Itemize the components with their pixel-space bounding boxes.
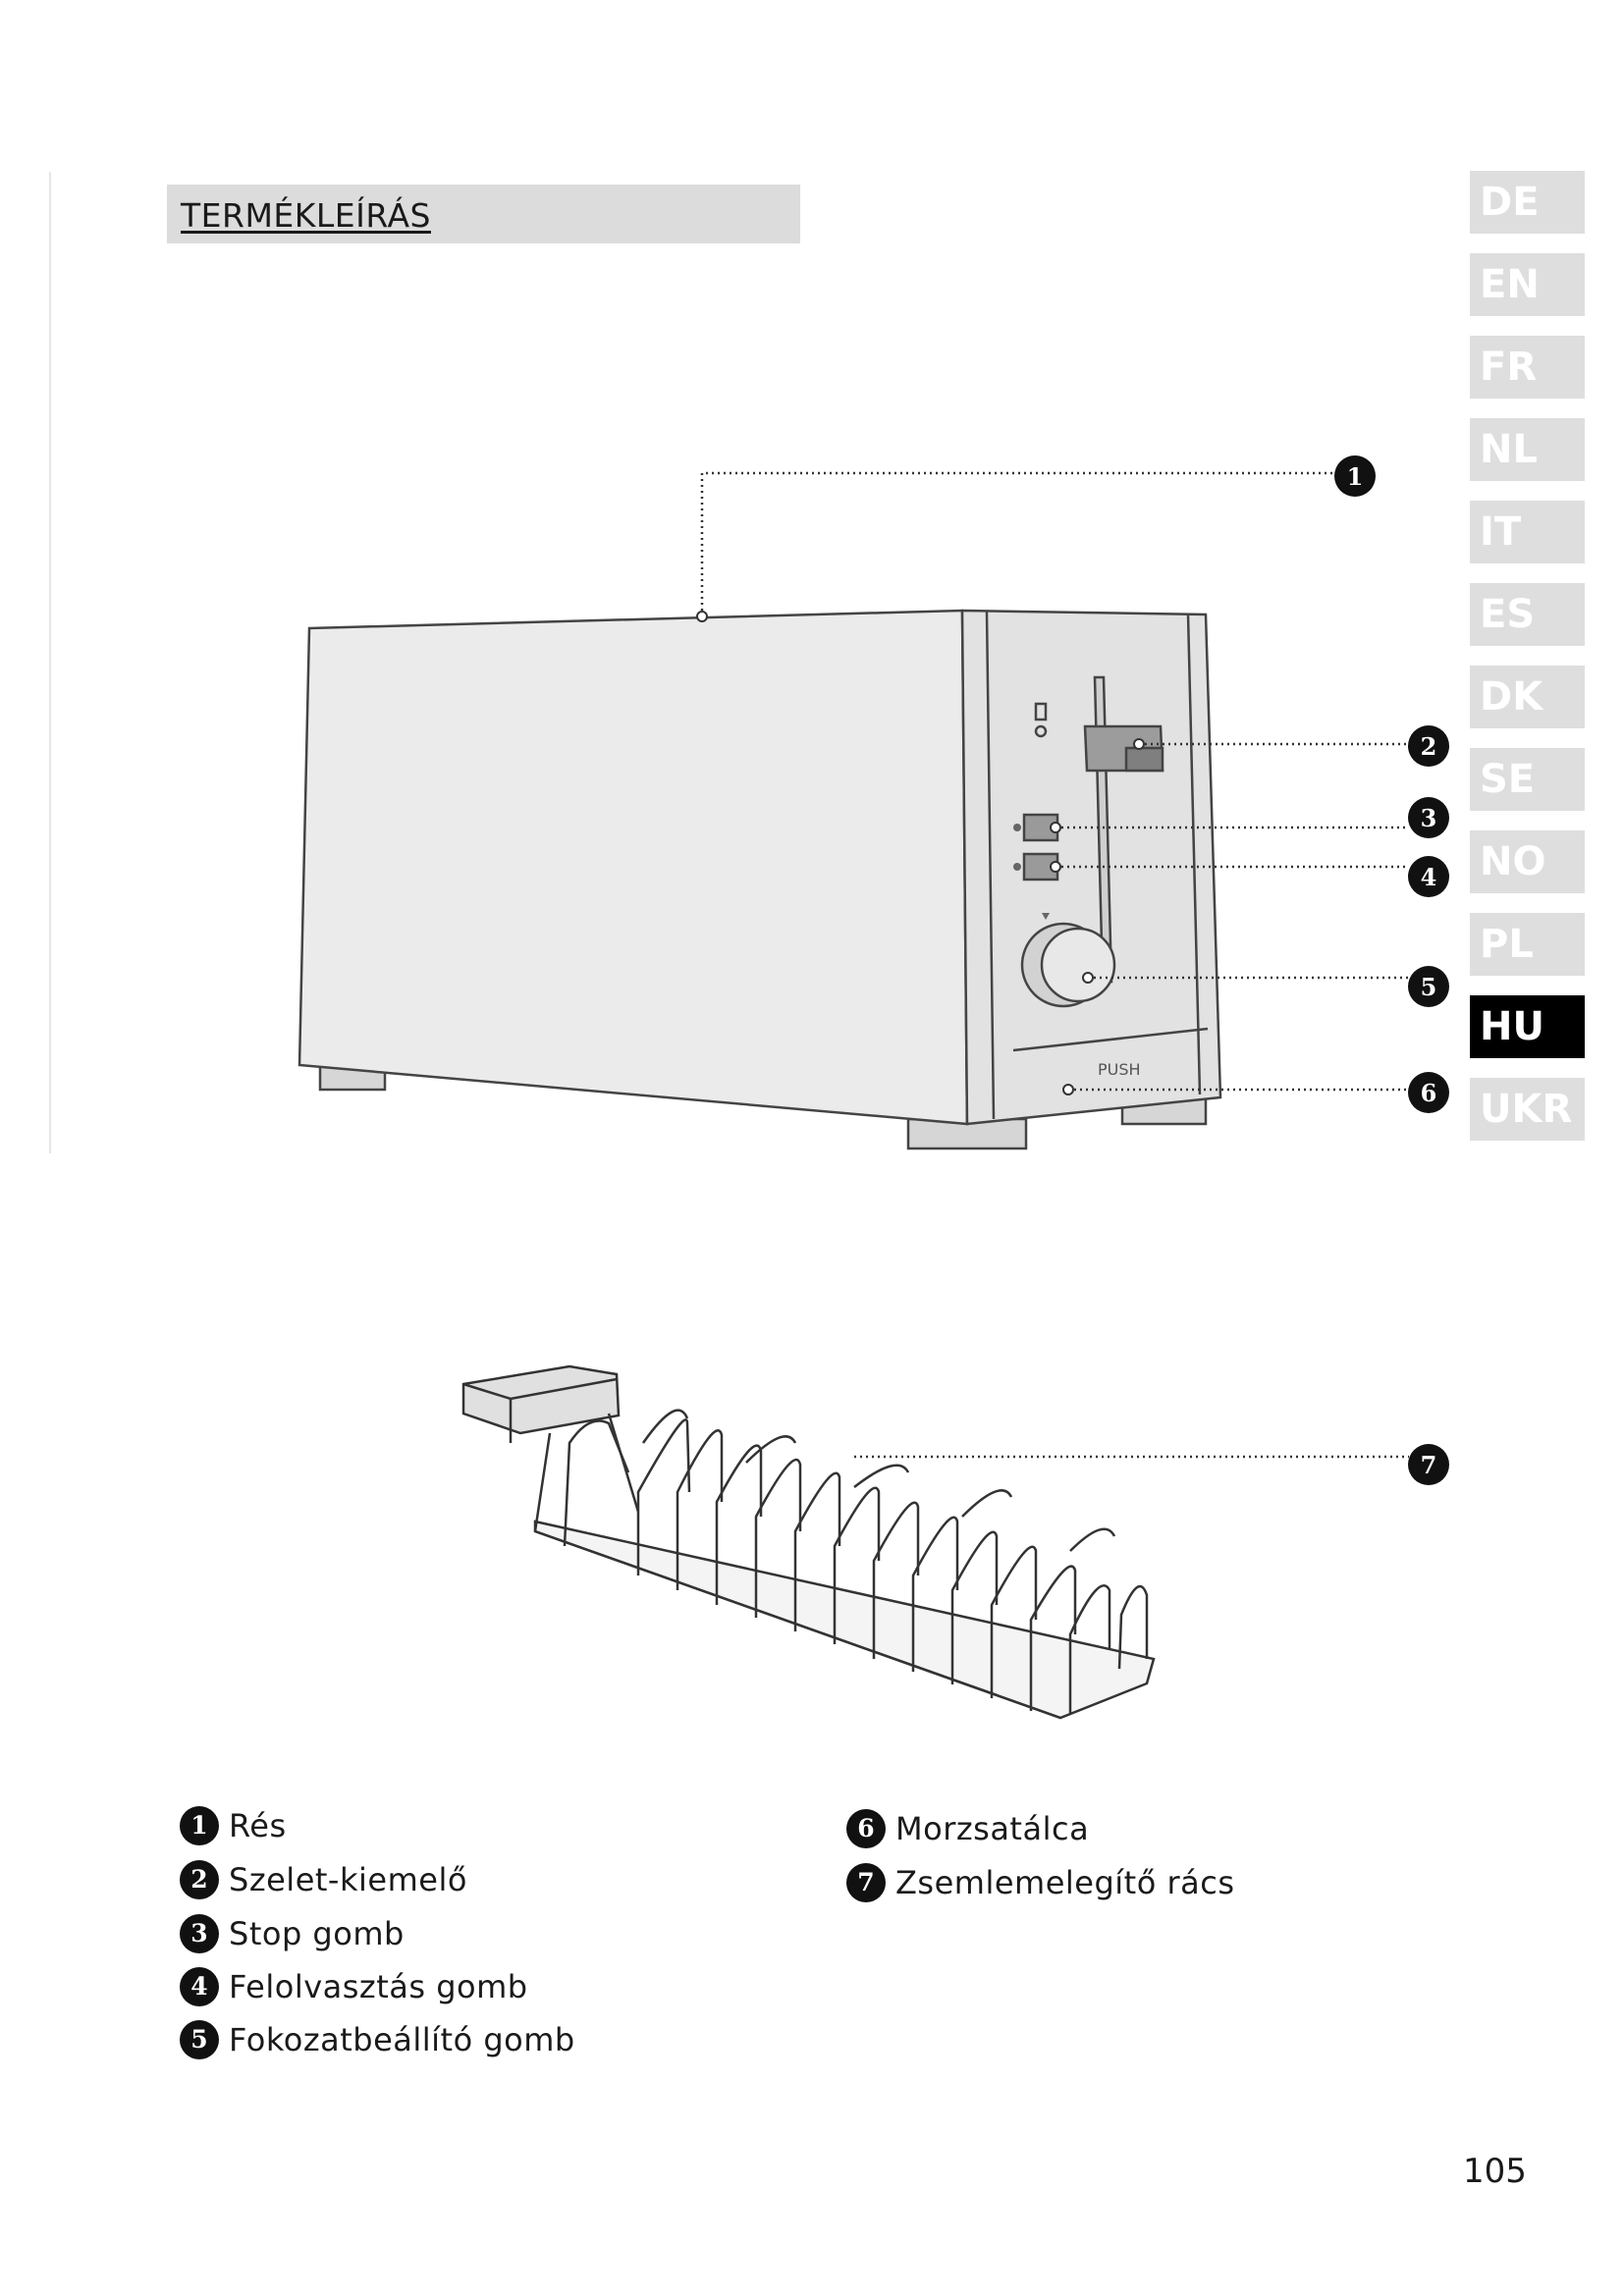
legend-number: 4 (180, 1967, 219, 2006)
lang-tab-es[interactable]: ES (1470, 583, 1585, 646)
toaster-body (299, 611, 967, 1124)
legend-number: 7 (846, 1863, 886, 1902)
callout-dot (1063, 1085, 1073, 1095)
legend-item-4 (180, 1967, 528, 2006)
legend-item-5 (180, 2020, 575, 2059)
legend-item-7 (846, 1863, 1235, 1902)
callout-dot (697, 612, 707, 621)
section-title: TERMÉKLEÍRÁS (181, 196, 431, 235)
legend-number: 6 (846, 1809, 886, 1848)
callout-number-1: 1 (1346, 462, 1364, 491)
lang-tab-se[interactable]: SE (1470, 748, 1585, 811)
lever-shade (1126, 748, 1163, 771)
lang-tab-pl[interactable]: PL (1470, 913, 1585, 976)
legend-item-3 (180, 1914, 405, 1953)
callout-dot (1051, 823, 1060, 832)
callout-dot (1051, 862, 1060, 872)
callout-number-5: 5 (1420, 973, 1437, 1001)
callout-number-4: 4 (1420, 863, 1437, 891)
callout-line-1 (702, 473, 1335, 616)
legend-item-2 (180, 1860, 467, 1899)
legend-item-1 (180, 1806, 287, 1845)
legend-label: Szelet-kiemelő (229, 1861, 467, 1898)
lang-tab-nl[interactable]: NL (1470, 418, 1585, 481)
legend-label: Morzsatálca (895, 1810, 1090, 1847)
lang-tab-en[interactable]: EN (1470, 253, 1585, 316)
legend-label: Zsemlemelegítő rács (895, 1864, 1235, 1901)
legend-label: Rés (229, 1807, 287, 1844)
legend-label: Stop gomb (229, 1915, 405, 1952)
callout-dot (1134, 739, 1144, 749)
callout-number-6: 6 (1420, 1079, 1437, 1107)
callout-dot (1083, 973, 1093, 983)
legend-label: Fokozatbeállító gomb (229, 2021, 575, 2058)
bun-warming-rack (463, 1366, 1154, 1718)
callout-number-3: 3 (1420, 804, 1437, 832)
lang-tab-dk[interactable]: DK (1470, 666, 1585, 728)
lang-tab-ukr[interactable]: UKR (1470, 1078, 1585, 1141)
lang-tab-fr[interactable]: FR (1470, 336, 1585, 399)
legend-number: 1 (180, 1806, 219, 1845)
lang-tab-no[interactable]: NO (1470, 830, 1585, 893)
defrost-icon (1013, 863, 1021, 871)
lang-tab-hu[interactable]: HU (1470, 995, 1585, 1058)
browning-dial-face (1042, 929, 1114, 1001)
page-number: 105 (1463, 2152, 1527, 2191)
push-label: PUSH (1098, 1060, 1141, 1079)
callout-number-7: 7 (1420, 1451, 1437, 1479)
lang-tab-it[interactable]: IT (1470, 501, 1585, 563)
legend-number: 5 (180, 2020, 219, 2059)
legend-item-6 (846, 1809, 1089, 1848)
callout-number-2: 2 (1420, 732, 1437, 761)
stop-icon (1013, 824, 1021, 831)
legend-label: Felolvasztás gomb (229, 1968, 528, 2005)
legend-number: 2 (180, 1860, 219, 1899)
lang-tab-de[interactable]: DE (1470, 171, 1585, 234)
legend-number: 3 (180, 1914, 219, 1953)
